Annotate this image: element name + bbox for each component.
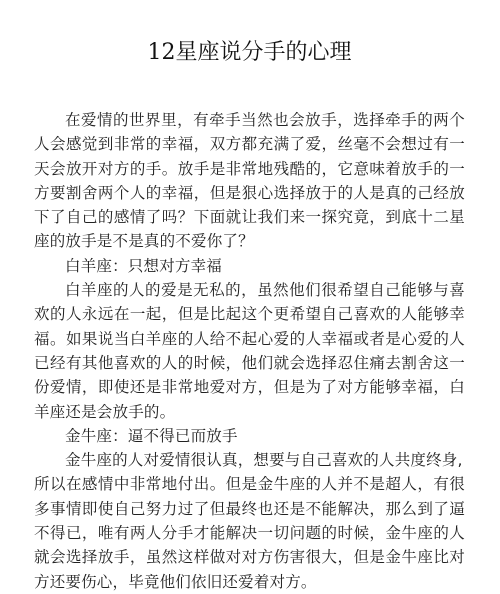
aries-heading: 白羊座：只想对方幸福 [65, 256, 223, 275]
page-title: 12星座说分手的心理 [147, 40, 352, 65]
aries-paragraph: 白羊座的人的爱是无私的，虽然他们很希望自己能够与喜欢的人永远在一起，但是比起这个更希望自己喜欢的人能够幸福。如果说当白羊座的人给不起心爱的人幸福或者是心爱的人已经有其他喜欢的人的时候，他们就会选择忍住痛去割舍这一份爱情，即使还是非常地爱对方，但是为了对方能够幸福，白羊座还是会放手的。 [34, 281, 465, 421]
article-body [34, 108, 465, 591]
taurus-heading: 金牛座：逼不得已而放手 [65, 426, 238, 445]
taurus-paragraph-line-1: 金牛座的人对爱情很认真，想要与自己喜欢的人共度终身, [65, 451, 463, 470]
taurus-paragraph-continuation: 所以在感情中非常地付出。但是金牛座的人并不是超人，有很多事情即使自己努力过了但最终也还是不能解决，那么到了逼不得已，唯有两人分手才能解决一切问题的时候，金牛座的人就会选择放手，虽然这样做对对方伤害很大，但是金牛座比对方还要伤心，毕竟他们依旧还爱着对方。 [34, 475, 465, 591]
intro-paragraph: 在爱情的世界里，有牵手当然也会放手，选择牵手的两个人会感觉到非常的幸福，双方都充满了爱，丝毫不会想过有一天会放开对方的手。放手是非常地残酷的，它意味着放手的一方要割舍两个人的幸福，但是狠心选择放于的人是真的己经放下了自己的感情了吗？下面就让我们来一探究竟，到底十二星座的放手是不是真的不爱你了？ [34, 111, 465, 251]
